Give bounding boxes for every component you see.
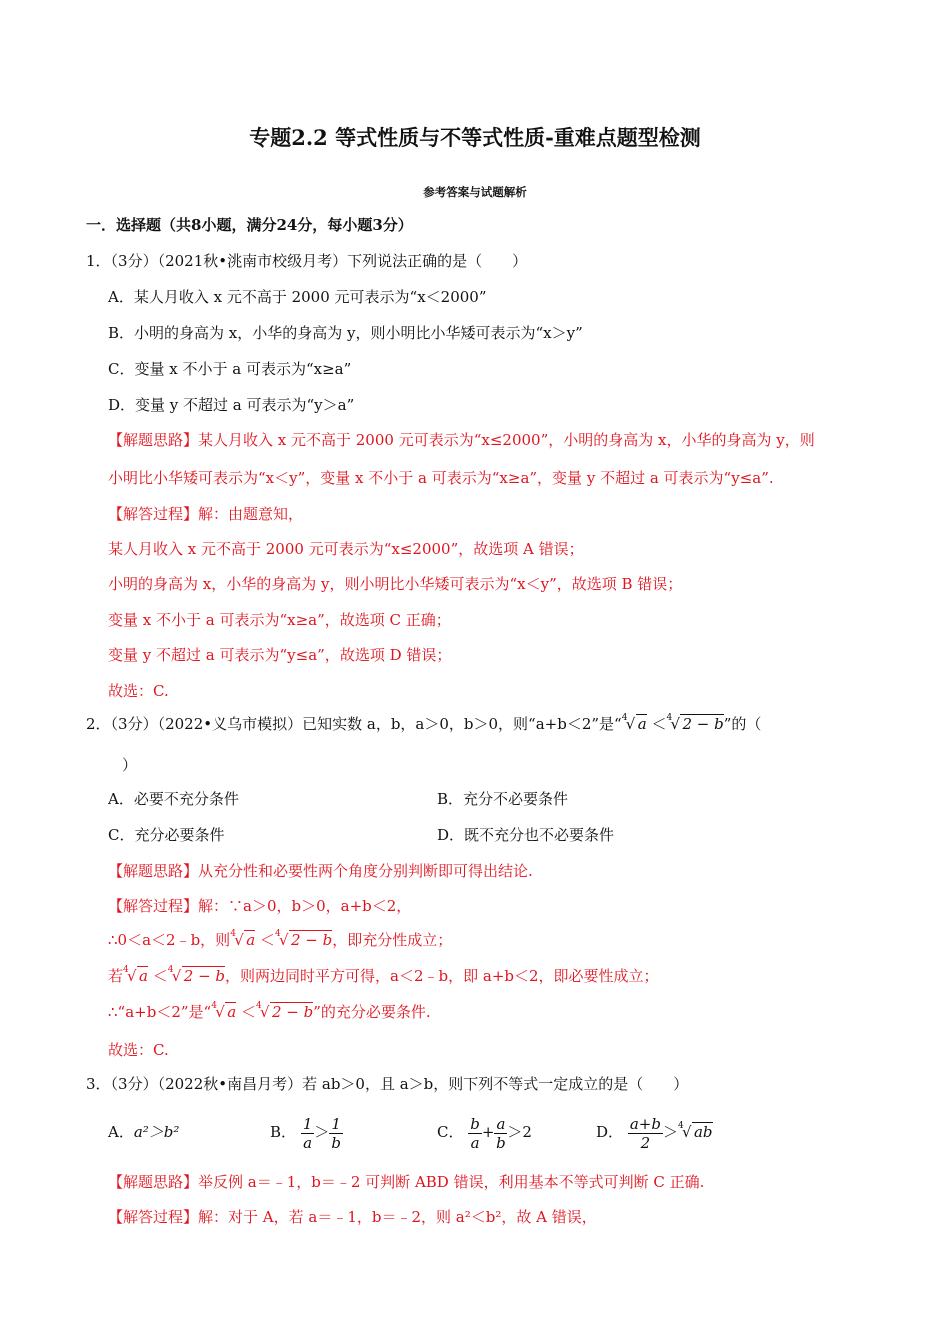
root-body: 2 − b: [682, 715, 724, 733]
operator: ＞2: [507, 1123, 532, 1141]
q2-process-line2: [108, 966, 659, 986]
page-subtitle: 参考答案与试题解析: [423, 185, 527, 199]
numerator: 1: [331, 1114, 341, 1133]
q2-process-head: 【解答过程】解：∵a＞0，b＞0，a+b＜2，: [108, 897, 412, 915]
line-text: ，则两边同时平方可得，a＜2﹣b，即 a+b＜2，即必要性成立；: [225, 967, 659, 985]
numerator: a: [496, 1114, 506, 1133]
fraction: [494, 1115, 507, 1152]
option-label: A．: [108, 1123, 134, 1141]
root-index: 4: [230, 929, 236, 939]
q1-process-line4: 变量 y 不超过 a 可表示为“y≤a”，故选项 D 错误；: [108, 646, 452, 664]
root-body: a: [637, 715, 647, 733]
option-label: D．: [596, 1123, 624, 1141]
denominator: a: [303, 1133, 313, 1152]
q2-process-line3: [108, 1002, 431, 1022]
q2-stem-tail: ”的（: [723, 715, 762, 733]
q2-stem-close: ）: [122, 756, 138, 774]
q1-option-a: A．某人月收入 x 元不高于 2000 元可表示为“x＜2000”: [108, 288, 487, 306]
line-text: ∴“a+b＜2”是“: [108, 1003, 212, 1021]
option-label: C．: [437, 1123, 464, 1141]
option-label: B．: [270, 1123, 297, 1141]
root-index: 4: [621, 713, 628, 723]
q2-root-b: 4 √ 2 − b: [666, 714, 723, 734]
root-index: 4: [255, 1001, 262, 1011]
q2-idea: 【解题思路】从充分性和必要性两个角度分别判断即可得出结论.: [108, 862, 533, 880]
numerator: 1: [302, 1114, 313, 1133]
denominator: a: [470, 1133, 480, 1152]
section-heading: 一．选择题（共8小题，满分24分，每小题3分）: [86, 216, 413, 234]
line-text: 若: [108, 967, 124, 985]
q3-option-c: [437, 1112, 532, 1152]
q2-process-line1: [108, 930, 452, 950]
root-index: 4: [274, 929, 281, 939]
less-than-sign: ＜: [152, 967, 168, 985]
root-body: a: [227, 1003, 237, 1021]
q1-option-b: B．小明的身高为 x，小华的身高为 y，则小明比小华矮可表示为“x＞y”: [108, 324, 583, 342]
q1-idea-line2: 小明比小华矮可表示为“x＜y”，变量 x 不小于 a 可表示为“x≥a”，变量 y 不超过 a 可表示为“y≤a”.: [108, 469, 774, 487]
less-than-sign: ＜: [259, 931, 275, 949]
q1-process-head: 【解答过程】解：由题意知，: [108, 505, 304, 523]
q3-option-b: [270, 1112, 343, 1152]
root-body: a: [246, 931, 256, 949]
q3-stem: 3．（3分）（2022秋•南昌月考）若 ab＞0，且 a＞b，则下列不等式一定成立的是（ ）: [86, 1075, 689, 1093]
q2-option-d: D．既不充分也不必要条件: [437, 826, 615, 844]
q1-answer: 故选：C.: [108, 682, 169, 700]
fraction: [468, 1115, 482, 1152]
line-text: ∴0＜a＜2﹣b，则: [108, 931, 231, 949]
root-body: 2 − b: [183, 967, 226, 985]
root-index: 4: [677, 1121, 684, 1131]
root-index: 4: [211, 1001, 217, 1011]
q2-stem: [86, 714, 761, 734]
operator: ＞: [662, 1123, 678, 1141]
root-index: 4: [666, 713, 673, 723]
root-body: 2 − b: [271, 1003, 314, 1021]
numerator: b: [470, 1114, 480, 1133]
q1-stem: 1．（3分）（2021秋•洮南市校级月考）下列说法正确的是（ ）: [86, 252, 528, 270]
root-a: 4 √ a: [230, 930, 255, 950]
root-b: 4 √ 2 − b: [256, 1002, 313, 1022]
numerator: a+b: [629, 1114, 661, 1133]
option-expr: a²＞b²: [133, 1123, 180, 1141]
line-text: ，即充分性成立；: [332, 931, 453, 949]
root-b: 4 √ 2 − b: [168, 966, 225, 986]
denominator: 2: [640, 1133, 651, 1152]
q2-root-a: 4 √ a: [622, 714, 647, 734]
q3-process-head: 【解答过程】解：对于 A，若 a＝﹣1，b＝﹣2，则 a²＜b²，故 A 错误，: [108, 1208, 597, 1226]
line-text: ”的充分必要条件.: [313, 1003, 431, 1021]
operator: ＞: [314, 1123, 330, 1141]
denominator: b: [331, 1133, 341, 1152]
q2-option-c: C．充分必要条件: [108, 826, 225, 844]
root-body: a: [139, 967, 148, 985]
denominator: b: [496, 1133, 506, 1152]
fraction: [628, 1115, 663, 1152]
root-body: 2 − b: [290, 931, 333, 949]
q2-option-a: A．必要不充分条件: [108, 790, 239, 808]
root-index: 4: [123, 965, 129, 975]
q1-option-d: D．变量 y 不超过 a 可表示为“y＞a”: [108, 396, 355, 414]
root-b: 4 √ 2 − b: [275, 930, 332, 950]
q2-answer: 故选：C.: [108, 1041, 169, 1059]
q1-option-c: C．变量 x 不小于 a 可表示为“x≥a”: [108, 360, 352, 378]
root-a: 4 √ a: [123, 966, 148, 986]
q1-process-line2: 小明的身高为 x，小华的身高为 y，则小明比小华矮可表示为“x＜y”，故选项 B 错误；: [108, 575, 683, 593]
q3-option-a: [108, 1122, 179, 1142]
q1-idea-line1: 【解题思路】某人月收入 x 元不高于 2000 元可表示为“x≤2000”，小明的身高为 x，小华的身高为 y，则: [108, 431, 815, 449]
q2-option-b: B．充分不必要条件: [437, 790, 569, 808]
q3-option-d: [596, 1112, 713, 1152]
fraction: [301, 1115, 315, 1152]
q1-process-line3: 变量 x 不小于 a 可表示为“x≥a”，故选项 C 正确；: [108, 611, 451, 629]
root-a: 4 √ a: [211, 1002, 236, 1022]
fraction: [329, 1115, 343, 1152]
root-body: ab: [693, 1123, 713, 1141]
less-than-sign: ＜: [240, 1003, 256, 1021]
operator: +: [481, 1123, 495, 1141]
q3-idea: 【解题思路】举反例 a＝﹣1，b＝﹣2 可判断 ABD 错误，利用基本不等式可判断 C 正确.: [108, 1173, 705, 1191]
root-ab: 4 √ ab: [678, 1122, 713, 1142]
less-than-sign: ＜: [651, 715, 667, 733]
q2-stem-text: 2．（3分）（2022•义乌市模拟）已知实数 a，b，a＞0，b＞0，则“a+b＜2”是“: [86, 715, 622, 733]
q1-process-line1: 某人月收入 x 元不高于 2000 元可表示为“x≤2000”，故选项 A 错误；: [108, 540, 584, 558]
root-index: 4: [167, 965, 174, 975]
page-title: 专题2.2 等式性质与不等式性质-重难点题型检测: [249, 125, 701, 150]
